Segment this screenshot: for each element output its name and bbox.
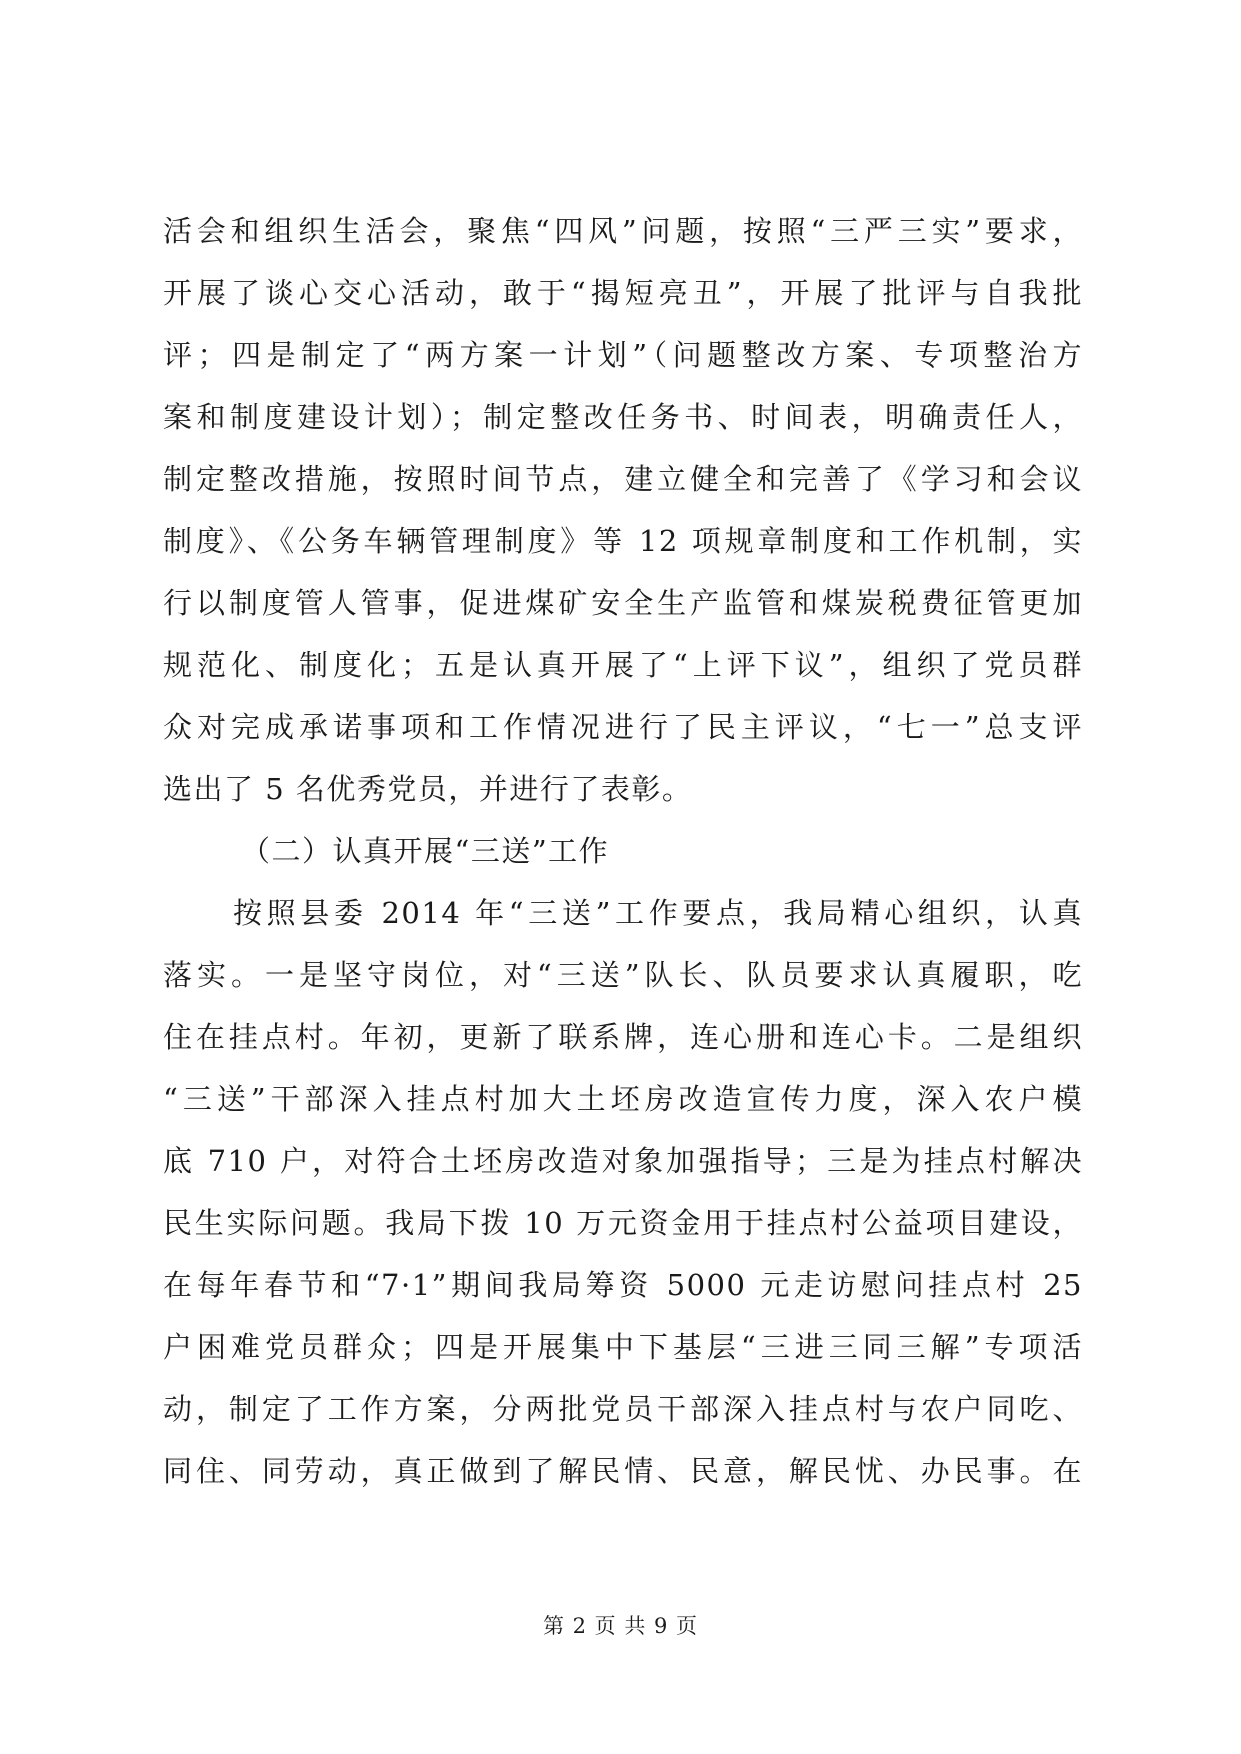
page-footer: [0, 1610, 1241, 1640]
paragraph-line: 活会和组织生活会，聚焦“四风”问题，按照“三严三实”要求，: [163, 214, 1083, 248]
section-line: “三送”干部深入挂点村加大土坯房改造宣传力度，深入农户模: [163, 1082, 1083, 1116]
section-line: 落实。一是坚守岗位，对“三送”队长、队员要求认真履职，吃: [163, 958, 1083, 992]
page-indicator: 第 2 页 共 9 页: [542, 1614, 699, 1638]
paragraph-line: 评；四是制定了“两方案一计划”（问题整改方案、专项整治方: [163, 338, 1083, 372]
paragraph-line: 开展了谈心交心活动，敢于“揭短亮丑”，开展了批评与自我批: [163, 276, 1083, 310]
paragraph-line: 制度》、《公务车辆管理制度》等 12 项规章制度和工作机制，实: [163, 524, 1083, 558]
section-line: 在每年春节和“7·1”期间我局筹资 5000 元走访慰问挂点村 25: [163, 1268, 1083, 1302]
section-line: 民生实际问题。我局下拨 10 万元资金用于挂点村公益项目建设，: [163, 1206, 1083, 1240]
paragraph-line: 规范化、制度化；五是认真开展了“上评下议”，组织了党员群: [163, 648, 1083, 682]
paragraph-line: 选出了 5 名优秀党员，并进行了表彰。: [163, 772, 693, 806]
paragraph-line: 案和制度建设计划）；制定整改任务书、时间表，明确责任人，: [163, 400, 1083, 434]
section-line: 同住、同劳动，真正做到了解民情、民意，解民忧、办民事。在: [163, 1454, 1083, 1488]
section-heading: （二）认真开展“三送”工作: [241, 834, 610, 868]
section-line: 按照县委 2014 年“三送”工作要点，我局精心组织，认真: [233, 896, 1083, 930]
section-line: 动，制定了工作方案，分两批党员干部深入挂点村与农户同吃、: [163, 1392, 1083, 1426]
paragraph-line: 行以制度管人管事，促进煤矿安全生产监管和煤炭税费征管更加: [163, 586, 1083, 620]
section-line: 住在挂点村。年初，更新了联系牌，连心册和连心卡。二是组织: [163, 1020, 1083, 1054]
paragraph-line: 众对完成承诺事项和工作情况进行了民主评议，“七一”总支评: [163, 710, 1083, 744]
section-line: 户困难党员群众；四是开展集中下基层“三进三同三解”专项活: [163, 1330, 1083, 1364]
section-line: 底 710 户，对符合土坯房改造对象加强指导；三是为挂点村解决: [163, 1144, 1083, 1178]
body-text: [163, 200, 1083, 1502]
paragraph-line: 制定整改措施，按照时间节点，建立健全和完善了《学习和会议: [163, 462, 1083, 496]
